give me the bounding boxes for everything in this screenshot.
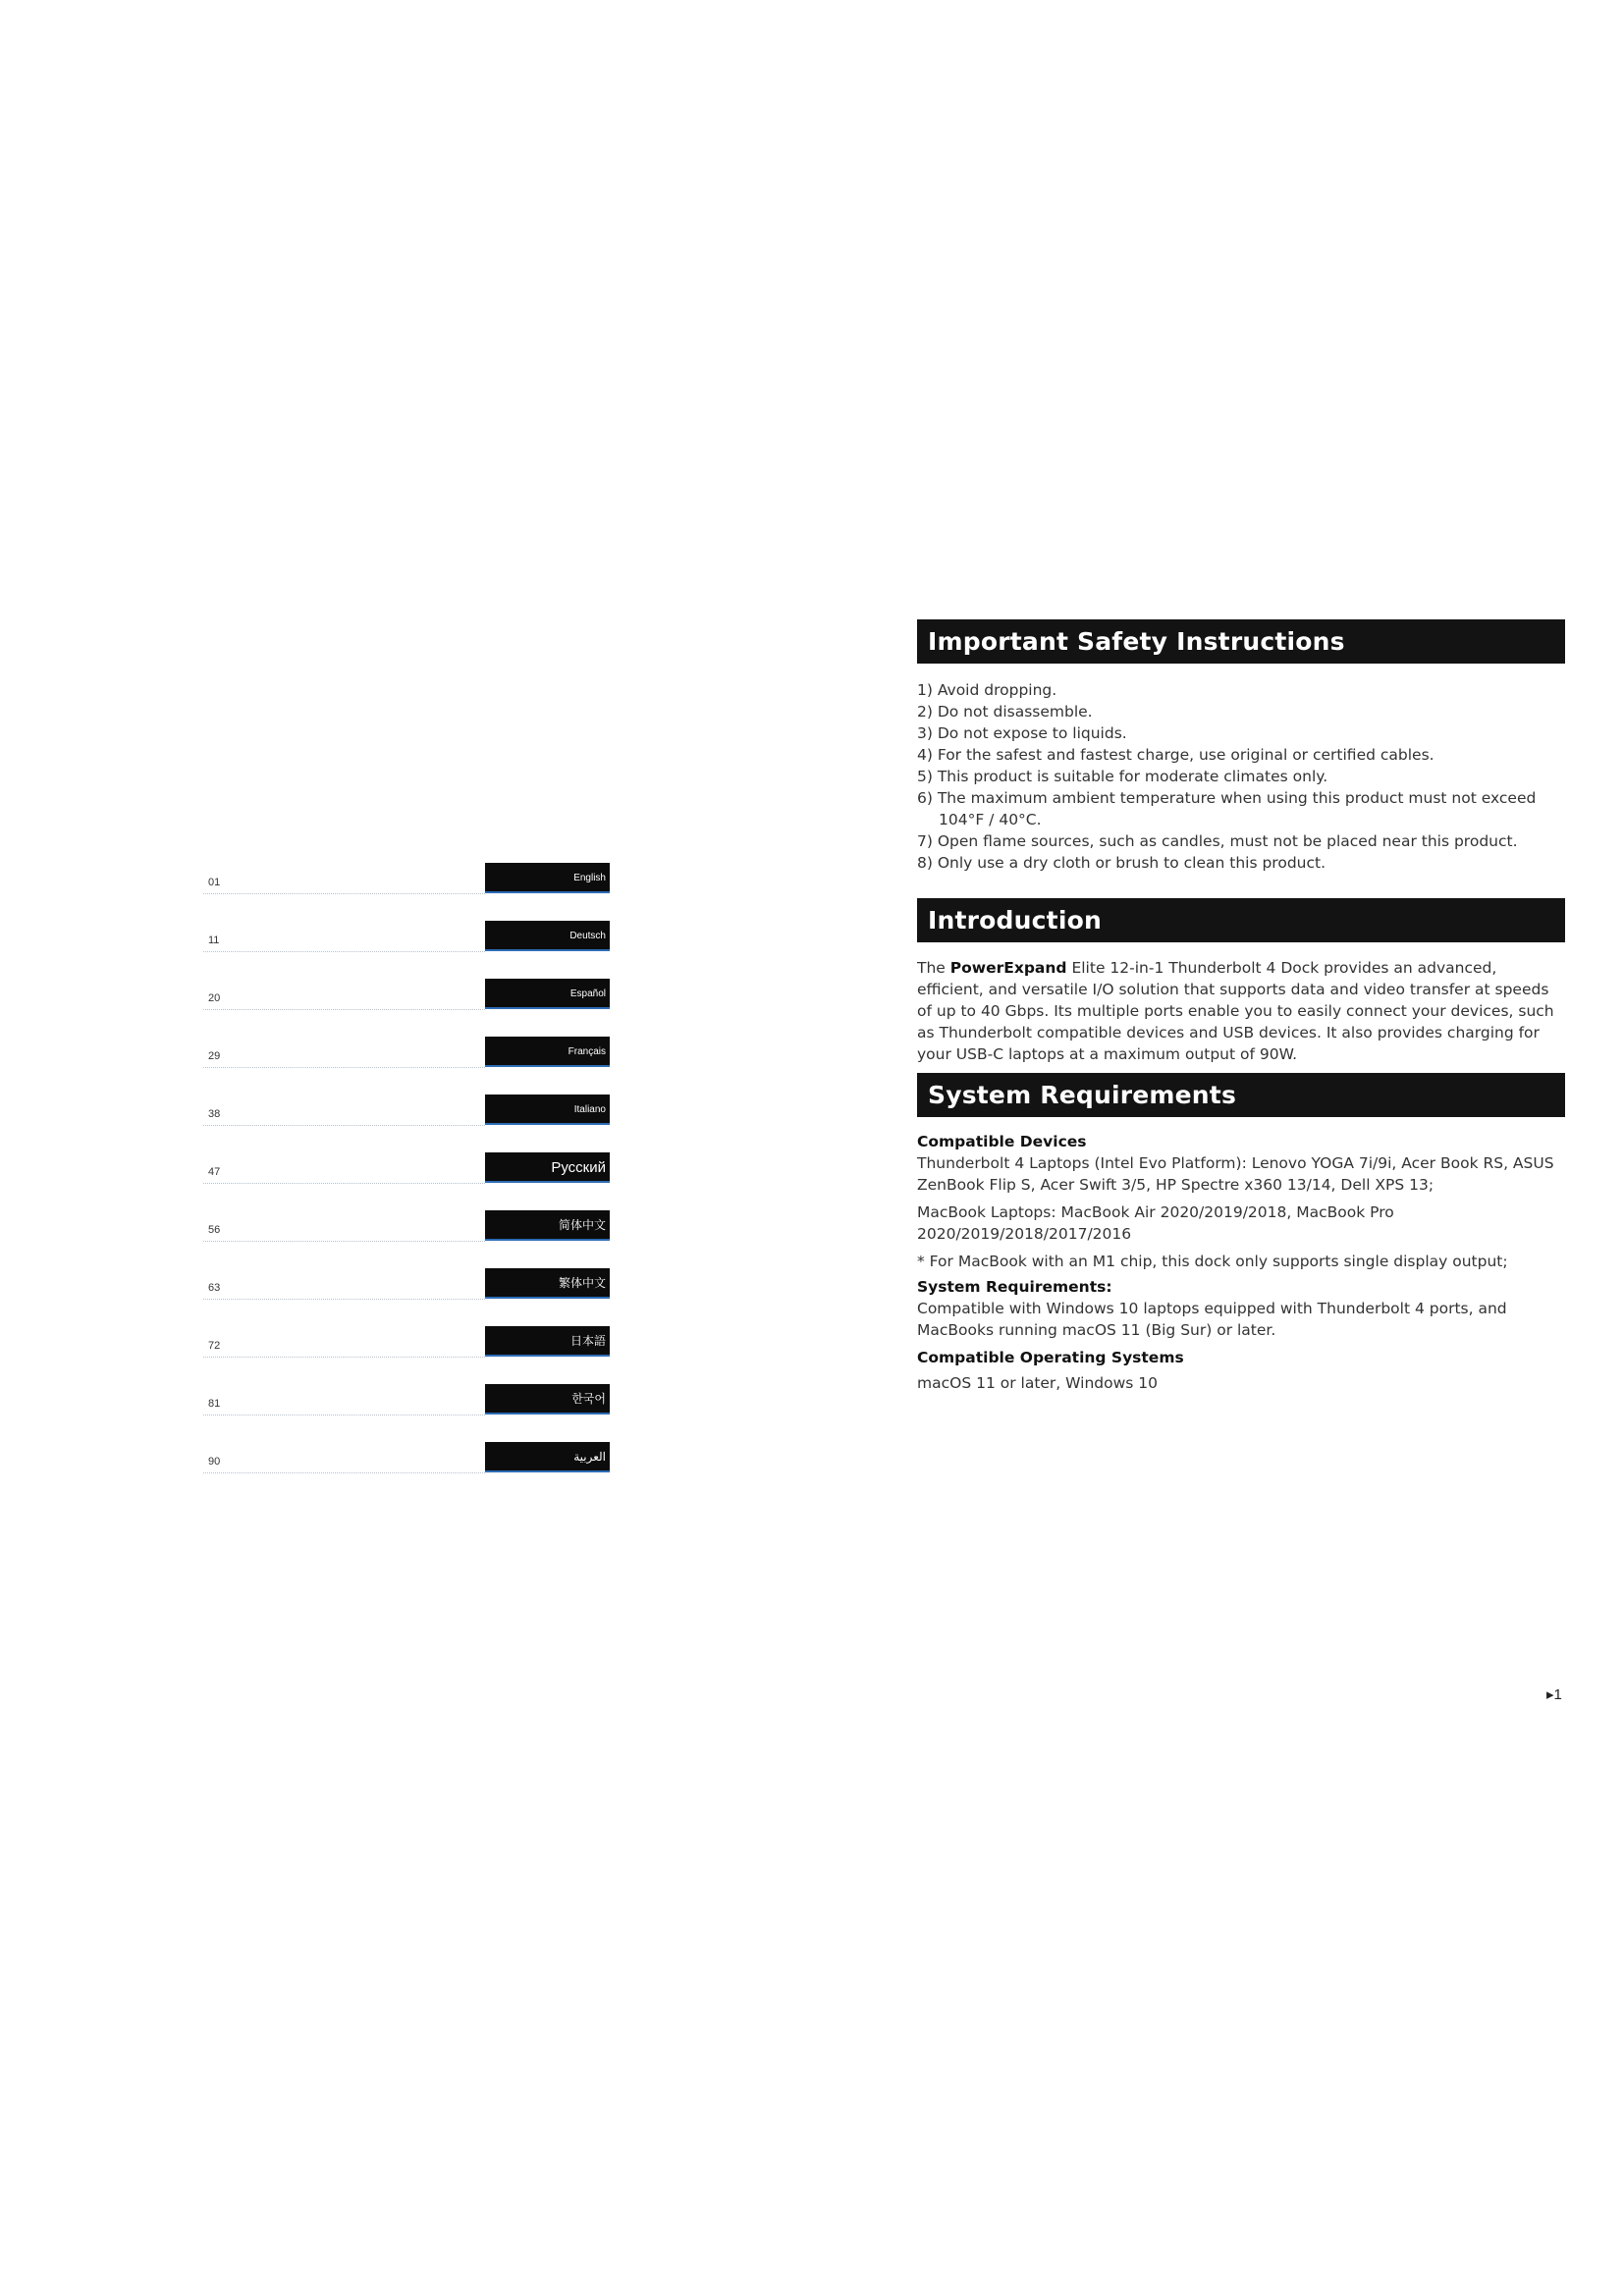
- system-requirements-text: Compatible with Windows 10 laptops equipped with Thunderbolt 4 ports, and MacBooks running macOS 11 (Big Sur) or later.: [917, 1300, 1507, 1339]
- language-tab[interactable]: 日本語: [485, 1326, 610, 1357]
- toc-row[interactable]: [203, 1032, 610, 1090]
- language-tab[interactable]: English: [485, 863, 610, 893]
- language-tab[interactable]: 繁体中文: [485, 1268, 610, 1299]
- toc-row[interactable]: [203, 974, 610, 1032]
- language-tab[interactable]: Italiano: [485, 1095, 610, 1125]
- macbook-text: MacBook Laptops: MacBook Air 2020/2019/2018, MacBook Pro 2020/2019/2018/2017/2016: [917, 1203, 1394, 1243]
- toc-page-number: 29: [208, 1050, 221, 1062]
- language-tab[interactable]: Español: [485, 979, 610, 1009]
- system-requirements-label: System Requirements:: [917, 1278, 1112, 1296]
- toc-dotted-line: [203, 1299, 485, 1300]
- content-column: [917, 619, 1565, 1394]
- toc-page-number: 56: [208, 1224, 221, 1236]
- toc-page-number: 72: [208, 1340, 221, 1352]
- safety-item: 1) Avoid dropping.: [917, 681, 1057, 699]
- language-tab[interactable]: Русский: [485, 1152, 610, 1183]
- toc-row[interactable]: [203, 1148, 610, 1205]
- toc-page-number: 81: [208, 1398, 221, 1410]
- system-requirements-heading: System Requirements: [917, 1073, 1565, 1117]
- safety-item: 3) Do not expose to liquids.: [917, 724, 1127, 742]
- brand-name: PowerExpand: [949, 959, 1067, 977]
- toc-dotted-line: [203, 1009, 485, 1010]
- intro-lead: The: [917, 959, 950, 977]
- toc-page-number: 38: [208, 1108, 221, 1120]
- safety-item: 4) For the safest and fastest charge, use original or certified cables.: [917, 746, 1435, 764]
- safety-item: 5) This product is suitable for moderate climates only.: [917, 768, 1328, 785]
- os-label: Compatible Operating Systems: [917, 1349, 1184, 1366]
- toc-dotted-line: [203, 1241, 485, 1242]
- safety-item: 7) Open flame sources, such as candles, must not be placed near this product.: [917, 832, 1518, 850]
- safety-list: [917, 679, 1565, 874]
- toc-page-number: 01: [208, 877, 221, 888]
- language-tab[interactable]: Deutsch: [485, 921, 610, 951]
- toc-row[interactable]: [203, 1205, 610, 1263]
- safety-item: 8) Only use a dry cloth or brush to clean this product.: [917, 854, 1326, 872]
- introduction-paragraph: [917, 957, 1565, 1065]
- toc-row[interactable]: [203, 916, 610, 974]
- toc-row[interactable]: [203, 1437, 610, 1495]
- toc-row[interactable]: [203, 1379, 610, 1437]
- toc-dotted-line: [203, 1125, 485, 1126]
- toc-dotted-line: [203, 1472, 485, 1473]
- language-tab[interactable]: العربية: [485, 1442, 610, 1472]
- introduction-heading: Introduction: [917, 898, 1565, 942]
- toc-dotted-line: [203, 893, 485, 894]
- intro-body: Elite 12-in-1 Thunderbolt 4 Dock provides an advanced, efficient, and versatile I/O solution that supports data and video transfer at speeds of up to 40 Gbps. Its multiple ports enable you to easily connect your devices, such as Thunderbolt compatible devices and USB devices. It also provides charging for your USB-C laptops at a maximum output of 90W.: [917, 959, 1554, 1063]
- toc-dotted-line: [203, 1357, 485, 1358]
- safety-item: 6) The maximum ambient temperature when using this product must not exceed 104°F / 40°C.: [917, 789, 1537, 828]
- safety-item: 2) Do not disassemble.: [917, 703, 1093, 721]
- compatible-devices-label: Compatible Devices: [917, 1133, 1087, 1150]
- toc-row[interactable]: [203, 858, 610, 916]
- os-text: macOS 11 or later, Windows 10: [917, 1374, 1159, 1392]
- page-number-value: 1: [1553, 1686, 1562, 1703]
- toc-row[interactable]: [203, 1263, 610, 1321]
- language-tab[interactable]: Français: [485, 1037, 610, 1067]
- toc-dotted-line: [203, 1183, 485, 1184]
- toc-page-number: 47: [208, 1166, 221, 1178]
- toc-page-number: 63: [208, 1282, 221, 1294]
- toc-dotted-line: [203, 1067, 485, 1068]
- m1-note: * For MacBook with an M1 chip, this dock only supports single display output;: [917, 1253, 1508, 1270]
- toc-row[interactable]: [203, 1090, 610, 1148]
- compatible-devices-text: Thunderbolt 4 Laptops (Intel Evo Platform): Lenovo YOGA 7i/9i, Acer Book RS, ASUS ZenBook Flip S, Acer Swift 3/5, HP Spectre x360 13/14, Dell XPS 13;: [917, 1154, 1554, 1194]
- toc-row[interactable]: [203, 1321, 610, 1379]
- safety-heading: Important Safety Instructions: [917, 619, 1565, 664]
- toc-page-number: 11: [208, 934, 220, 946]
- language-tab[interactable]: 한국어: [485, 1384, 610, 1415]
- language-tab[interactable]: 简体中文: [485, 1210, 610, 1241]
- language-index: [203, 858, 610, 1495]
- toc-dotted-line: [203, 951, 485, 952]
- toc-page-number: 20: [208, 992, 221, 1004]
- toc-page-number: 90: [208, 1456, 221, 1468]
- page-number: ▸1: [1546, 1686, 1562, 1703]
